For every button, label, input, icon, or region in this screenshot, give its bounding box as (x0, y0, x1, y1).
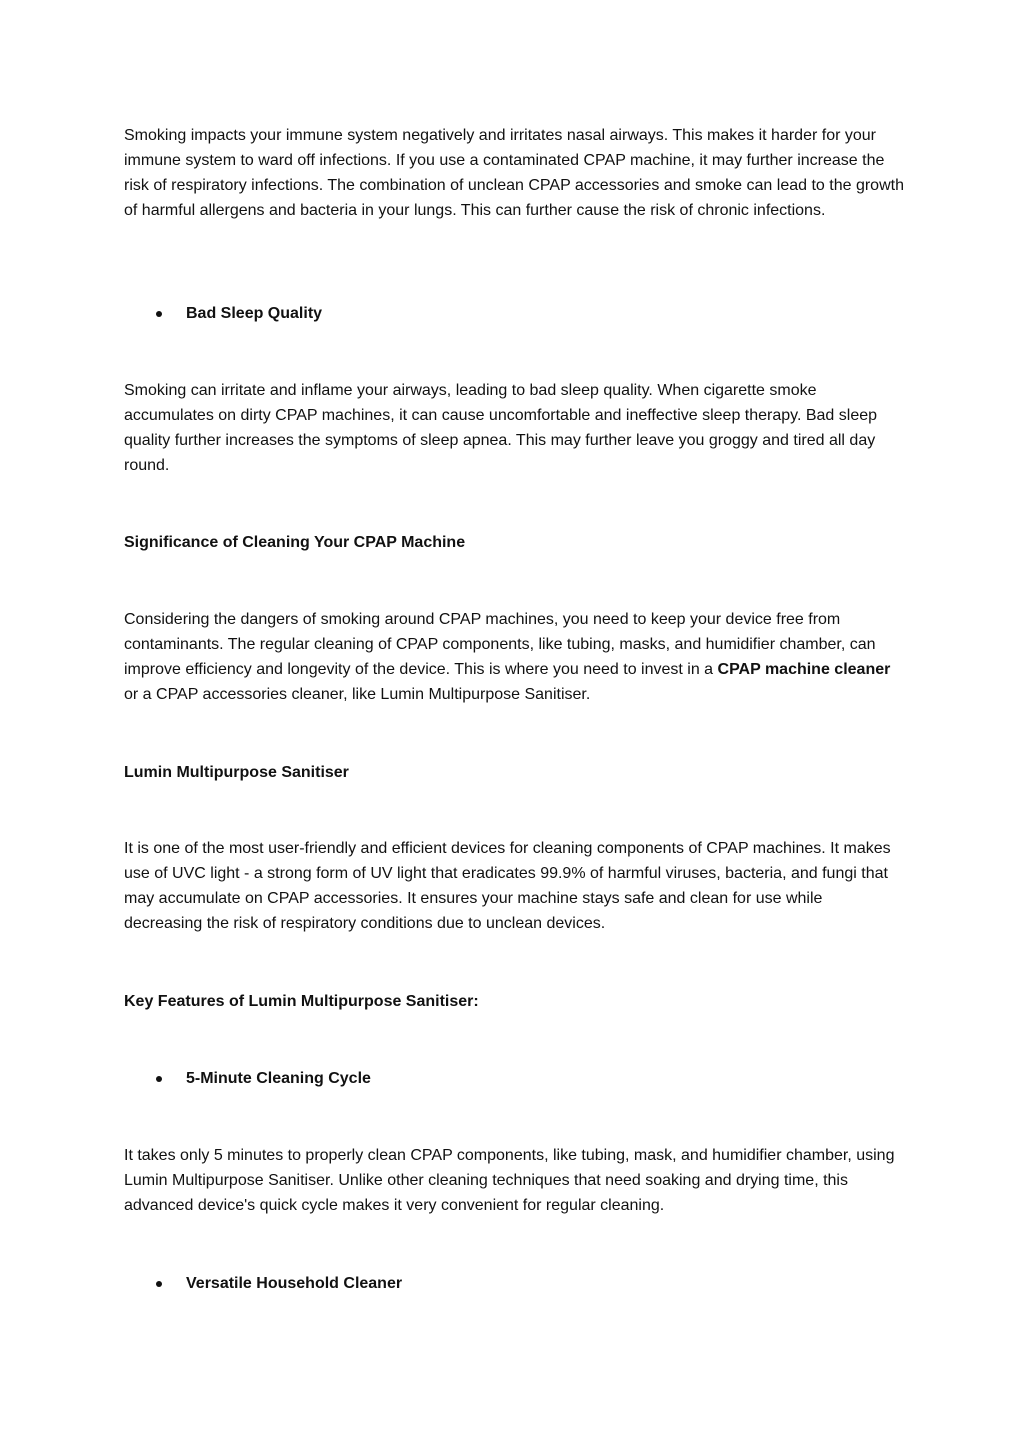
paragraph-significance (124, 607, 904, 707)
cpap-machine-cleaner-bold: CPAP machine cleaner (717, 661, 891, 678)
bullet-five-minute-cycle (124, 1066, 904, 1091)
bullet-dot-icon (156, 1076, 162, 1082)
bullet-dot-icon (156, 1281, 162, 1287)
bullet-bad-sleep-quality (124, 301, 904, 326)
heading-lumin: Lumin Multipurpose Sanitiser (124, 764, 349, 781)
paragraph-bad-sleep: Smoking can irritate and inflame your airways, leading to bad sleep quality. When cigarette smoke accumulates on dirty CPAP machines, it can cause uncomfortable and ineffective sleep therapy. Bad sleep quality further increases the symptoms of sleep apnea. This may further leave you groggy and tired all day round. (124, 382, 878, 474)
bullet-label: 5-Minute Cleaning Cycle (186, 1070, 371, 1087)
bullet-label: Bad Sleep Quality (186, 305, 323, 322)
document-page (124, 0, 904, 1448)
heading-significance: Significance of Cleaning Your CPAP Machine (124, 534, 466, 551)
bullet-label: Versatile Household Cleaner (186, 1275, 403, 1292)
paragraph-smoking-immune: Smoking impacts your immune system negatively and irritates nasal airways. This makes it harder for your immune system to ward off infections. If you use a contaminated CPAP machine, it may further increase the risk of respiratory infections. The combination of unclean CPAP accessories and smoke can lead to the growth of harmful allergens and bacteria in your lungs. This can further cause the risk of chronic infections. (124, 127, 904, 219)
bullet-versatile-cleaner (124, 1271, 904, 1296)
significance-text-2: or a CPAP accessories cleaner, like Lumin Multipurpose Sanitiser. (124, 686, 591, 703)
bullet-dot-icon (156, 311, 162, 317)
paragraph-lumin-intro: It is one of the most user-friendly and efficient devices for cleaning components of CPAP machines. It makes use of UVC light - a strong form of UV light that eradicates 99.9% of harmful viruses, bacteria, and fungi that may accumulate on CPAP accessories. It ensures your machine stays safe and clean for use while decreasing the risk of respiratory conditions due to unclean devices. (124, 840, 891, 932)
paragraph-five-minute: It takes only 5 minutes to properly clean CPAP components, like tubing, mask, and humidifier chamber, using Lumin Multipurpose Sanitiser. Unlike other cleaning techniques that need soaking and drying time, this advanced device's quick cycle makes it very convenient for regular cleaning. (124, 1147, 895, 1214)
significance-text-1: Considering the dangers of smoking around CPAP machines, you need to keep your device free from contaminants. The regular cleaning of CPAP components, like tubing, masks, and humidifier chamber, can improve efficiency and longevity of the device. This is where you need to invest in a (124, 611, 876, 678)
heading-key-features: Key Features of Lumin Multipurpose Sanitiser: (124, 993, 479, 1010)
